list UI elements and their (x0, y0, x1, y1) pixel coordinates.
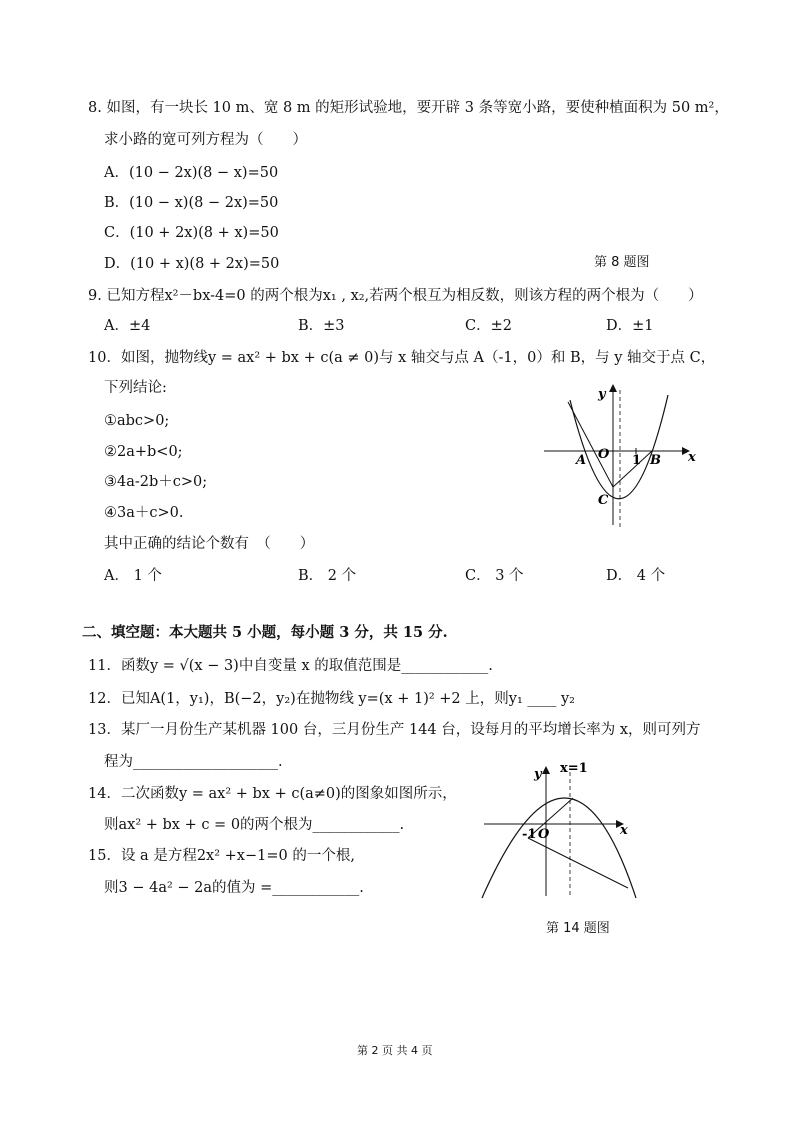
q10-line2: 下列结论: (104, 380, 167, 396)
q13-line2: 程为____________________. (104, 754, 283, 770)
q14-line1: 14．二次函数y = ax² + bx + c(a≠0)的图象如图所示， (88, 786, 457, 802)
q8-option-c[interactable]: C．(10 + 2x)(8 + x)=50 (104, 225, 279, 241)
q9-option-b[interactable]: B．±3 (298, 318, 345, 334)
q10-option-b[interactable]: B． 2 个 (298, 568, 357, 584)
q10-figure (540, 380, 700, 530)
q8-option-a[interactable]: A．(10 − 2x)(8 − x)=50 (104, 165, 279, 181)
q14-label-axis: x=1 (560, 761, 588, 776)
q10-item-3: ③4a-2b＋c>0; (104, 474, 208, 490)
q10-item-1: ①abc>0; (104, 413, 170, 429)
page-footer: 第 2 页 共 4 页 (357, 1044, 433, 1057)
q10-option-d[interactable]: D． 4 个 (606, 568, 666, 584)
q10-option-c[interactable]: C． 3 个 (465, 568, 524, 584)
q14-figure-caption: 第 14 题图 (546, 921, 610, 936)
q9-line1: 9. 已知方程x²－bx-4=0 的两个根为x₁ , x₂,若两个根互为相反数，则该方程的两个根为（ ） (88, 288, 703, 304)
q14-label-y: y (534, 767, 542, 782)
q10-label-y: y (598, 387, 606, 402)
q10-y-arrow (609, 384, 617, 392)
q11-text: 11．函数y = √(x − 3)中自变量 x 的取值范围是____________. (88, 658, 493, 674)
q8-option-b[interactable]: B．(10 − x)(8 − 2x)=50 (104, 195, 279, 211)
q10-label-o: O (598, 447, 610, 462)
q9-option-c[interactable]: C．±2 (465, 318, 512, 334)
q10-item-2: ②2a+b<0; (104, 444, 183, 460)
q10-item-4: ④3a＋c>0. (104, 505, 184, 521)
q8-line2: 求小路的宽可列方程为（ ） (104, 132, 307, 148)
q12-text: 12．已知A(1，y₁)，B(−2，y₂)在抛物线 y=(x + 1)² +2 上，则y₁ ____ y₂ (88, 691, 575, 707)
q8-line1: 8. 如图，有一块长 10 m、宽 8 m 的矩形试验地，要开辟 3 条等宽小路，要使种植面积为 50 m²， (88, 100, 729, 116)
q8-option-d[interactable]: D．(10 + x)(8 + 2x)=50 (104, 256, 280, 272)
q14-figure (478, 758, 638, 908)
q13-line1: 13．某厂一月份生产某机器 100 台，三月份生产 144 台，设每月的平均增长率为 x，则可列方 (88, 722, 701, 738)
q8-figure-caption: 第 8 题图 (594, 255, 650, 270)
q10-label-a: A (576, 453, 587, 468)
q14-label-o: O (538, 827, 550, 842)
q10-line1: 10．如图，抛物线y = ax² + bx + c(a ≠ 0)与 x 轴交与点 A（-1，0）和 B，与 y 轴交于点 C， (88, 350, 716, 366)
section-2-title: 二、填空题：本大题共 5 小题，每小题 3 分，共 15 分. (82, 624, 448, 641)
q10-label-b: B (650, 453, 661, 468)
q10-label-one: 1 (632, 453, 642, 468)
q15-line1: 15．设 a 是方程2x² +x−1=0 的一个根, (88, 848, 355, 864)
q10-prompt: 其中正确的结论个数有 （ ） (104, 536, 315, 552)
q14-line2: 则ax² + bx + c = 0的两个根为____________. (104, 817, 405, 833)
q10-parabola (570, 395, 668, 499)
q10-label-x: x (688, 450, 696, 465)
q9-option-d[interactable]: D．±1 (606, 318, 654, 334)
q10-label-c: C (598, 493, 609, 508)
q10-option-a[interactable]: A． 1 个 (104, 568, 162, 584)
q14-parabola (482, 798, 636, 898)
q9-option-a[interactable]: A．±4 (104, 318, 151, 334)
q14-label-x: x (620, 823, 628, 838)
q14-line (528, 838, 628, 888)
q14-label-neg1: -1 (522, 827, 537, 842)
q14-y-arrow (542, 766, 550, 774)
q15-line2: 则3 − 4a² − 2a的值为 =____________. (104, 880, 364, 896)
q10-line-ac (568, 402, 613, 487)
